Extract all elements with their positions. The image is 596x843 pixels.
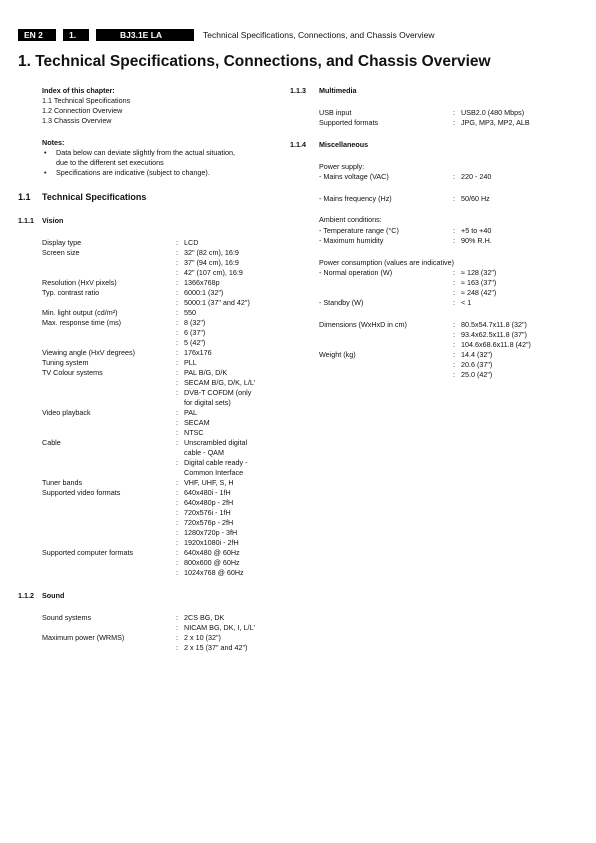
spec-label: USB input: [319, 108, 352, 117]
spec-separator: :: [176, 248, 178, 257]
spec-separator: :: [176, 388, 178, 397]
spec-label: Dimensions (WxHxD in cm): [319, 320, 407, 329]
spec-separator: :: [176, 238, 178, 247]
spec-value: 32" (82 cm), 16:9: [184, 248, 239, 257]
spec-separator: :: [176, 643, 178, 652]
spec-label: Tuning system: [42, 358, 89, 367]
spec-value: SECAM B/G, D/K, L/L': [184, 378, 256, 387]
spec-separator: :: [176, 328, 178, 337]
spec-value: 1024x768 @ 60Hz: [184, 568, 244, 577]
spec-separator: :: [453, 340, 455, 349]
spec-separator: :: [176, 528, 178, 537]
spec-value: < 1: [461, 298, 472, 307]
spec-value: 93.4x62.5x11.8 (37"): [461, 330, 527, 339]
spec-separator: :: [453, 370, 455, 379]
spec-value: 640x480p - 2fH: [184, 498, 234, 507]
spec-separator: :: [176, 258, 178, 267]
spec-label: Supported formats: [319, 118, 379, 127]
spec-value: 6 (37"): [184, 328, 206, 337]
subsection-number: 1.1.3: [290, 86, 306, 95]
spec-separator: :: [176, 268, 178, 277]
spec-label: - Normal operation (W): [319, 268, 393, 277]
spec-separator: :: [176, 498, 178, 507]
spec-value: 1280x720p - 3fH: [184, 528, 238, 537]
spec-separator: :: [176, 568, 178, 577]
spec-separator: :: [176, 558, 178, 567]
spec-separator: :: [176, 518, 178, 527]
header-title: Technical Specifications, Connections, and Chassis Overview: [203, 30, 435, 40]
spec-value: VHF, UHF, S, H: [184, 478, 234, 487]
section-title: Technical Specifications: [42, 192, 147, 202]
subsection-number: 1.1.4: [290, 140, 306, 149]
spec-value: 1920x1080i - 2fH: [184, 538, 239, 547]
spec-separator: :: [453, 108, 455, 117]
subsection-title: Miscellaneous: [319, 140, 369, 149]
spec-separator: :: [176, 438, 178, 447]
spec-value: 720x576i - 1fH: [184, 508, 231, 517]
spec-separator: :: [176, 418, 178, 427]
spec-separator: :: [176, 458, 178, 467]
header-tag-model: BJ3.1E LA: [96, 29, 194, 41]
spec-separator: :: [176, 298, 178, 307]
spec-separator: :: [176, 488, 178, 497]
spec-label: TV Colour systems: [42, 368, 103, 377]
spec-value: 50/60 Hz: [461, 194, 490, 203]
spec-label: Screen size: [42, 248, 80, 257]
spec-value: 104.6x68.6x11.8 (42"): [461, 340, 531, 349]
bullet-icon: •: [44, 148, 47, 157]
spec-value: 80.5x54.7x11.8 (32"): [461, 320, 527, 329]
spec-value: 640x480 @ 60Hz: [184, 548, 240, 557]
spec-label: Supported computer formats: [42, 548, 134, 557]
spec-separator: :: [176, 358, 178, 367]
spec-separator: :: [176, 623, 178, 632]
spec-label: Typ. contrast ratio: [42, 288, 100, 297]
spec-label: - Standby (W): [319, 298, 364, 307]
spec-value: 14.4 (32"): [461, 350, 493, 359]
spec-value: 720x576p - 2fH: [184, 518, 234, 527]
spec-value: 37" (94 cm), 16:9: [184, 258, 239, 267]
spec-value: 8 (32"): [184, 318, 206, 327]
header-tag-chapter: 1.: [63, 29, 89, 41]
power-supply-label: Power supply:: [319, 162, 365, 171]
spec-value: PAL: [184, 408, 198, 417]
index-item: 1.2 Connection Overview: [42, 106, 123, 115]
spec-value: PLL: [184, 358, 197, 367]
spec-separator: :: [176, 538, 178, 547]
spec-label: - Temperature range (°C): [319, 226, 399, 235]
spec-value: ≈ 163 (37"): [461, 278, 497, 287]
spec-value: ≈ 248 (42"): [461, 288, 497, 297]
spec-separator: :: [453, 226, 455, 235]
spec-separator: :: [453, 268, 455, 277]
spec-label: - Mains voltage (VAC): [319, 172, 389, 181]
spec-value: ≈ 128 (32"): [461, 268, 497, 277]
spec-value: cable - QAM: [184, 448, 224, 457]
spec-value: 176x176: [184, 348, 212, 357]
spec-value: Unscrambled digital: [184, 438, 248, 447]
spec-separator: :: [176, 508, 178, 517]
spec-separator: :: [176, 368, 178, 377]
spec-separator: :: [176, 378, 178, 387]
spec-separator: :: [453, 320, 455, 329]
spec-value: NICAM BG, DK, I, L/L': [184, 623, 255, 632]
spec-value: 640x480i - 1fH: [184, 488, 231, 497]
spec-value: PAL B/G, D/K: [184, 368, 228, 377]
note-text: due to the different set executions: [56, 158, 164, 167]
spec-label: Resolution (HxV pixels): [42, 278, 117, 287]
spec-label: Cable: [42, 438, 61, 447]
spec-value: JPG, MP3, MP2, ALB: [461, 118, 530, 127]
spec-value: for digital sets): [184, 398, 231, 407]
index-heading: Index of this chapter:: [42, 86, 115, 95]
section-number: 1.1: [18, 192, 31, 202]
spec-separator: :: [453, 288, 455, 297]
spec-separator: :: [176, 348, 178, 357]
spec-value: SECAM: [184, 418, 210, 427]
spec-separator: :: [176, 318, 178, 327]
ambient-label: Ambient conditions:: [319, 215, 382, 224]
spec-label: Maximum power (WRMS): [42, 633, 125, 642]
spec-value: 800x600 @ 60Hz: [184, 558, 240, 567]
spec-label: - Mains frequency (Hz): [319, 194, 392, 203]
spec-separator: :: [176, 548, 178, 557]
subsection-title: Vision: [42, 216, 64, 225]
spec-value: 2 x 15 (37" and 42"): [184, 643, 248, 652]
subsection-number: 1.1.2: [18, 591, 34, 600]
spec-separator: :: [453, 236, 455, 245]
spec-separator: :: [176, 288, 178, 297]
spec-value: 1366x768p: [184, 278, 220, 287]
spec-value: Common Interface: [184, 468, 244, 477]
index-item: 1.3 Chassis Overview: [42, 116, 112, 125]
note-text: Data below can deviate slightly from the actual situation,: [56, 148, 235, 157]
consumption-label: Power consumption (values are indicative): [319, 258, 455, 267]
spec-separator: :: [176, 428, 178, 437]
spec-value: Digital cable ready -: [184, 458, 248, 467]
spec-separator: :: [453, 172, 455, 181]
spec-label: Min. light output (cd/m²): [42, 308, 118, 317]
spec-value: NTSC: [184, 428, 204, 437]
spec-separator: :: [176, 308, 178, 317]
note-text: Specifications are indicative (subject to change).: [56, 168, 210, 177]
spec-value: 5000:1 (37" and 42"): [184, 298, 250, 307]
spec-separator: :: [453, 194, 455, 203]
index-item: 1.1 Technical Specifications: [42, 96, 131, 105]
spec-separator: :: [453, 350, 455, 359]
header-tag-en2: EN 2: [18, 29, 56, 41]
bullet-icon: •: [44, 168, 47, 177]
spec-label: Supported video formats: [42, 488, 121, 497]
spec-value: 220 - 240: [461, 172, 492, 181]
spec-separator: :: [453, 360, 455, 369]
spec-separator: :: [176, 408, 178, 417]
notes-heading: Notes:: [42, 138, 65, 147]
chapter-title: 1. Technical Specifications, Connections, and Chassis Overview: [18, 53, 491, 70]
spec-value: +5 to +40: [461, 226, 492, 235]
spec-value: 20.6 (37"): [461, 360, 493, 369]
subsection-title: Multimedia: [319, 86, 357, 95]
spec-value: DVB-T COFDM (only: [184, 388, 252, 397]
spec-label: Video playback: [42, 408, 91, 417]
spec-value: 2 x 10 (32"): [184, 633, 221, 642]
spec-value: 2CS BG, DK: [184, 613, 225, 622]
spec-label: Max. response time (ms): [42, 318, 122, 327]
spec-value: 90% R.H.: [461, 236, 492, 245]
spec-value: USB2.0 (480 Mbps): [461, 108, 525, 117]
spec-value: 550: [184, 308, 196, 317]
spec-value: 42" (107 cm), 16:9: [184, 268, 243, 277]
spec-label: Tuner bands: [42, 478, 83, 487]
spec-value: LCD: [184, 238, 199, 247]
spec-label: Sound systems: [42, 613, 92, 622]
spec-value: 6000:1 (32"): [184, 288, 224, 297]
spec-label: Viewing angle (HxV degrees): [42, 348, 135, 357]
spec-separator: :: [453, 298, 455, 307]
spec-separator: :: [176, 633, 178, 642]
subsection-number: 1.1.1: [18, 216, 34, 225]
spec-separator: :: [453, 118, 455, 127]
spec-label: - Maximum humidity: [319, 236, 384, 245]
spec-separator: :: [176, 613, 178, 622]
spec-value: 25.0 (42"): [461, 370, 493, 379]
spec-separator: :: [176, 338, 178, 347]
spec-separator: :: [176, 478, 178, 487]
spec-separator: :: [176, 278, 178, 287]
spec-label: Weight (kg): [319, 350, 356, 359]
spec-value: 5 (42"): [184, 338, 206, 347]
spec-separator: :: [453, 330, 455, 339]
spec-separator: :: [453, 278, 455, 287]
subsection-title: Sound: [42, 591, 65, 600]
spec-label: Display type: [42, 238, 82, 247]
